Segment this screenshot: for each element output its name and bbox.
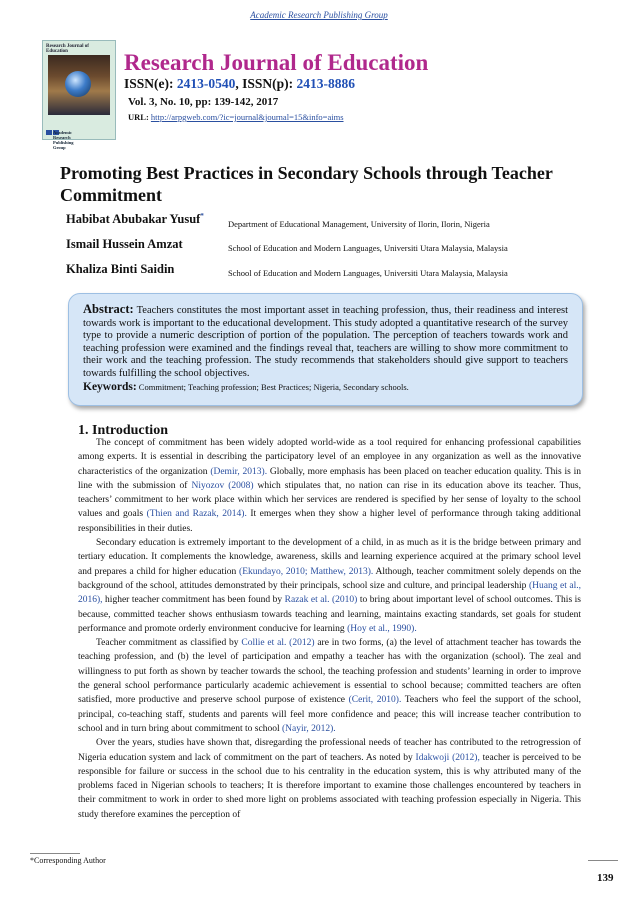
keywords: Keywords: Commitment; Teaching profession; Best Practices; Nigeria, Secondary schools. <box>83 380 409 393</box>
cover-logo: Academic Research Publishing Group <box>46 130 60 135</box>
paragraph: Over the years, studies have shown that, disregarding the professional needs of teacher has contributed to the retrogression of Nigeria education system and lack of commitment on the part of teachers. As noted by Idakwoji (2012), teacher is perceived to be responsible for failure or success in the school due to his centrality in the education system, this is why attributed many of the problems faced in Nigerian schools to teachers; It is therefore important to examine those challenges encountered by teachers in their commitment to work in order to shed more light on problems associated with teaching profession especially in Nigeria. This study therefore examines the perception of <box>78 738 581 820</box>
author-affiliation: Department of Educational Management, University of Ilorin, Ilorin, Nigeria <box>228 219 490 229</box>
citation-link[interactable]: (Ekundayo, 2010; Matthew, 2013). <box>239 566 374 577</box>
cover-title: Research Journal of Education <box>46 44 89 54</box>
author-affiliation: School of Education and Modern Languages, Universiti Utara Malaysia, Malaysia <box>228 268 508 278</box>
page-number-rule <box>588 860 618 861</box>
journal-url-link[interactable]: http://arpgweb.com/?ic=journal&journal=15&info=aims <box>150 112 344 122</box>
citation-link[interactable]: Idakwoji (2012), <box>415 752 480 763</box>
author-affiliation: School of Education and Modern Languages, Universiti Utara Malaysia, Malaysia <box>228 243 508 253</box>
keywords-label: Keywords: <box>83 380 137 393</box>
author-name: Habibat Abubakar Yusuf* <box>66 212 204 227</box>
citation-link[interactable]: (Hoy et al., 1990). <box>347 623 417 634</box>
body-text <box>78 436 581 822</box>
citation-link[interactable]: (Thien and Razak, 2014). <box>146 509 247 520</box>
author-name: Khaliza Binti Saidin <box>66 262 175 276</box>
citation-link[interactable]: Collie et al. (2012) <box>241 638 315 649</box>
citation-link[interactable]: (Cerit, 2010). <box>348 695 402 706</box>
abstract-text: Teachers constitutes the most important asset in teaching profession, thus, their readiness and interest towards work is important to the educational development. This study adopted a quantitative research of the survey type to provide a numeric description of portion of the population. The perception of teachers towards work and teaching profession were examined and the findings reveal that, teachers are willing to show more commitment to their work and the teaching profession. The study recommends that stakeholders should give support to teachers towards fulfilling the school objectives. <box>83 305 569 379</box>
citation-link[interactable]: (Nayir, 2012). <box>281 723 336 734</box>
journal-cover-image <box>42 40 116 150</box>
citation-link[interactable]: (Huang et al., 2016), <box>78 580 581 606</box>
section-heading: 1. Introduction <box>78 423 168 438</box>
abstract-box <box>68 293 583 406</box>
journal-title: Research Journal of Education <box>124 50 429 75</box>
issn-p: 2413-8886 <box>296 76 356 91</box>
citation-link[interactable]: Niyozov (2008) <box>191 480 254 491</box>
paragraph: Secondary education is extremely important to the development of a child, in as much as it is the bridge between primary and tertiary education. It complements the knowledge, awareness, skills and learning experience acquired at the primary school level and prepares a child for higher education (Ekundayo, 2010; Matthew, 2013). Although, teacher commitment solely depends on the background of the school, attitudes demonstrated by their principals, school size and culture, and principal leadership (Huang et al., 2016), higher teacher commitment has been found by Razak et al. (2010) to bring about important level of school outcomes. This is because, committed teacher shows enthusiasm towards teaching and learning, maintains exacting standards, set goals for student performance and promote orderly environment conducive for learning (Hoy et al., 1990). <box>78 538 581 634</box>
publisher-header[interactable]: Academic Research Publishing Group <box>250 10 388 20</box>
paper-title: Promoting Best Practices in Secondary Schools through Teacher Commitment <box>60 163 553 205</box>
issn-line: ISSN(e): 2413-0540, ISSN(p): 2413-8886 <box>124 76 356 91</box>
citation-link[interactable]: (Demir, 2013). <box>210 466 268 477</box>
globe-icon <box>65 71 91 97</box>
abstract-label: Abstract: <box>83 302 134 316</box>
page-number: 139 <box>597 872 614 884</box>
journal-url-line: URL: http://arpgweb.com/?ic=journal&journal=15&info=aims <box>128 112 344 122</box>
citation-link[interactable]: Razak et al. (2010) <box>284 595 358 606</box>
footnote: *Corresponding Author <box>30 856 106 865</box>
paragraph: Teacher commitment as classified by Collie et al. (2012) are in two forms, (a) the level of attachment teacher has towards the teaching profession, and (b) the level of participation and empathy a teacher has with the organization (school). The zeal and willingness to put forth as shown by teacher towards the school, the teaching profession and students’ learning in order to improve the general school performance particularly academic achievement is essential to school because; committed teachers are often satisfied, more productive and preserve school purpose of existence (Cerit, 2010). Teachers who feel the support of the school, principal, co-teaching staff, students and parents will feel more confidence and peace; this will increase teacher contribution to school and in turn bring about commitment to school (Nayir, 2012). <box>78 638 581 734</box>
volume-line: Vol. 3, No. 10, pp: 139-142, 2017 <box>128 96 279 108</box>
corresponding-mark: * <box>200 212 204 220</box>
footnote-rule <box>30 853 80 854</box>
author-name: Ismail Hussein Amzat <box>66 237 183 251</box>
issn-e: 2413-0540 <box>176 76 236 91</box>
paragraph: The concept of commitment has been widely adopted world-wide as a tool required for enhancing professional capabilities among experts. It is essential in describing the participatory level of an employee in any organization as well as the innovative characteristics of the organization (Demir, 2013). Globally, more emphasis has been placed on teacher education quality. This is in line with the submission of Niyozov (2008) which stipulates that, no nation can rise in its education above its teacher. Thus, teachers’ commitment to her work place within which her services are rendered is specified by her sense of loyalty to the school values and goals (Thien and Razak, 2014). It emerges when they show a higher level of performance through taking additional responsibilities in their duties. <box>78 438 582 534</box>
